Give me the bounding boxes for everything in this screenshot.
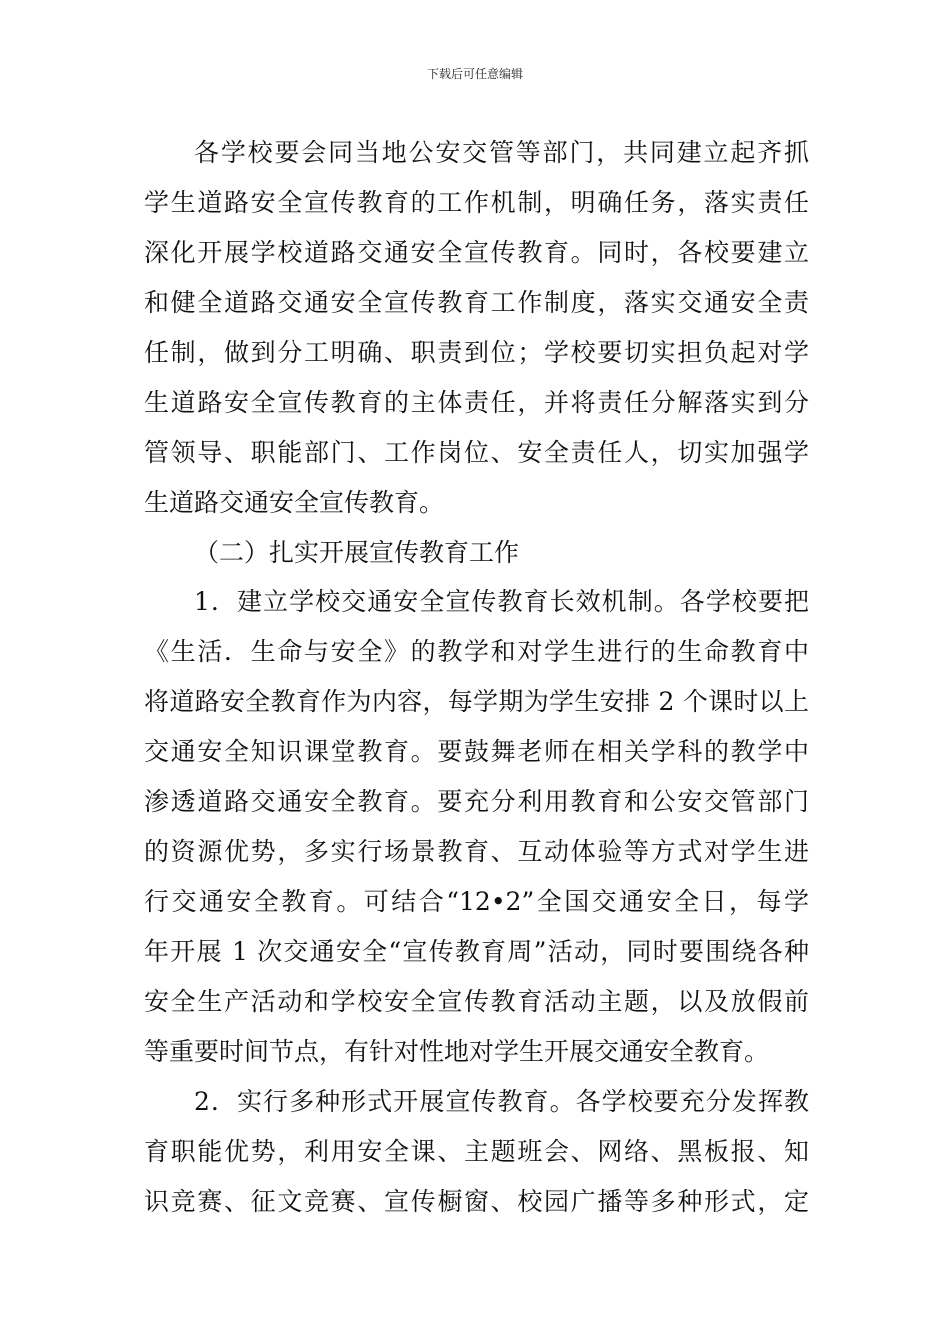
text-line: 《生活．生命与安全》的教学和对学生进行的生命教育中 xyxy=(144,637,809,667)
text-line: 1．建立学校交通安全宣传教育长效机制。各学校要把 xyxy=(194,587,809,617)
text-line: 生道路交通安全宣传教育。 xyxy=(144,487,445,517)
section-heading xyxy=(144,528,809,578)
text-line: 交通安全知识课堂教育。要鼓舞老师在相关学科的教学中 xyxy=(144,737,809,767)
text-line: 渗透道路交通安全教育。要充分利用教育和公安交管部门 xyxy=(144,787,809,817)
text-line: 学生道路安全宣传教育的工作机制，明确任务，落实责任 xyxy=(144,187,809,217)
text-line: 年开展 1 次交通安全“宣传教育周”活动，同时要围绕各种 xyxy=(144,937,809,966)
text-line: 生道路安全宣传教育的主体责任，并将责任分解落实到分 xyxy=(144,387,809,417)
section-heading-text: （二）扎实开展宣传教育工作 xyxy=(194,537,520,567)
document-body xyxy=(144,128,809,1227)
text-line: 等重要时间节点，有针对性地对学生开展交通安全教育。 xyxy=(144,1036,770,1066)
text-line: 各学校要会同当地公安交管等部门，共同建立起齐抓 xyxy=(194,138,809,167)
text-line: 2．实行多种形式开展宣传教育。各学校要充分发挥教 xyxy=(194,1086,809,1116)
text-line: 安全生产活动和学校安全宣传教育活动主题，以及放假前 xyxy=(144,986,809,1016)
text-line: 行交通安全教育。可结合“12•2”全国交通安全日，每学 xyxy=(144,887,809,917)
text-line: 识竞赛、征文竞赛、宣传橱窗、校园广播等多种形式，定 xyxy=(144,1186,809,1216)
paragraph-item-2 xyxy=(144,1077,809,1227)
page-header: 下载后可任意编辑 xyxy=(426,67,523,81)
text-line: 的资源优势，多实行场景教育、互动体验等方式对学生进 xyxy=(144,837,809,867)
paragraph-item-1 xyxy=(144,577,809,1076)
text-line: 管领导、职能部门、工作岗位、安全责任人，切实加强学 xyxy=(144,437,809,467)
text-line: 和健全道路交通安全宣传教育工作制度，落实交通安全责 xyxy=(144,287,809,317)
paragraph-responsibility xyxy=(144,128,809,528)
text-line: 将道路安全教育作为内容，每学期为学生安排 2 个课时以上 xyxy=(144,687,809,717)
text-line: 深化开展学校道路交通安全宣传教育。同时，各校要建立 xyxy=(144,237,809,267)
text-line: 育职能优势，利用安全课、主题班会、网络、黑板报、知 xyxy=(144,1136,809,1166)
text-line: 任制，做到分工明确、职责到位；学校要切实担负起对学 xyxy=(144,337,809,367)
